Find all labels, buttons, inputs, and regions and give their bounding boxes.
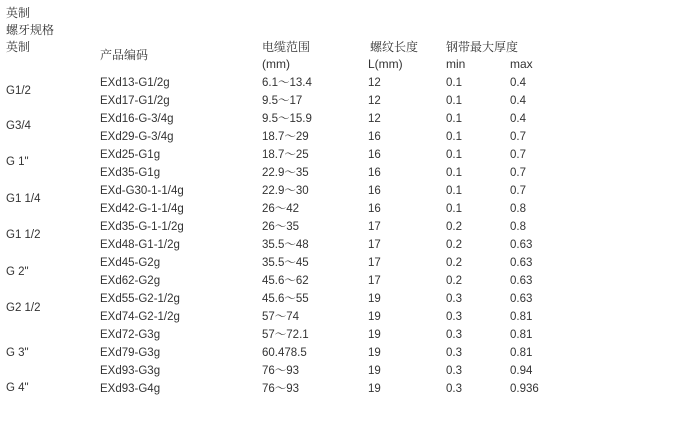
cable-range-cell: 26～35 <box>262 221 300 233</box>
header-max: max <box>510 57 533 71</box>
cable-range-cell: 6.1～13.4 <box>262 77 312 89</box>
product-code-cell: EXd55-G2-1/2g <box>100 293 180 305</box>
group-label: G 1" <box>6 156 29 168</box>
header-product-code: 产品编码 <box>100 48 149 62</box>
thread-length-cell: 17 <box>368 257 381 269</box>
max-cell: 0.94 <box>510 365 533 377</box>
cable-range-cell: 76～93 <box>262 365 300 377</box>
min-cell: 0.1 <box>446 185 462 197</box>
group-label: G 4" <box>6 382 29 394</box>
max-cell: 0.4 <box>510 77 526 89</box>
min-cell: 0.1 <box>446 149 462 161</box>
table-row <box>0 74 682 92</box>
thread-length-cell: 19 <box>368 383 381 395</box>
max-cell: 0.7 <box>510 131 526 143</box>
product-code-cell: EXd45-G2g <box>100 257 161 269</box>
table-row <box>0 128 682 146</box>
max-cell: 0.81 <box>510 329 533 341</box>
max-cell: 0.4 <box>510 113 526 125</box>
thread-length-cell: 19 <box>368 365 381 377</box>
max-cell: 0.4 <box>510 95 526 107</box>
max-cell: 0.63 <box>510 239 533 251</box>
group-label: G1 1/4 <box>6 193 41 205</box>
group-label: G2 1/2 <box>6 302 41 314</box>
thread-length-cell: 16 <box>368 149 381 161</box>
min-cell: 0.3 <box>446 383 462 395</box>
group-label: G 2" <box>6 266 29 278</box>
product-code-cell: EXd62-G2g <box>100 275 161 287</box>
header-min: min <box>446 57 466 71</box>
table-row <box>0 272 682 290</box>
min-cell: 0.3 <box>446 365 462 377</box>
header-thread-length-unit: L(mm) <box>368 57 403 71</box>
table-row <box>0 362 682 380</box>
table-row <box>0 218 682 236</box>
product-code-cell: EXd42-G-1-1/4g <box>100 203 184 215</box>
header-cable-range-unit: (mm) <box>262 57 290 71</box>
thread-length-cell: 16 <box>368 167 381 179</box>
product-code-cell: EXd-G30-1-1/4g <box>100 185 184 197</box>
product-code-cell: EXd25-G1g <box>100 149 161 161</box>
min-cell: 0.3 <box>446 329 462 341</box>
header-thread-length: 螺纹长度 <box>370 40 419 54</box>
product-code-cell: EXd48-G1-1/2g <box>100 239 180 251</box>
thread-length-cell: 12 <box>368 77 381 89</box>
product-code-cell: EXd93-G3g <box>100 365 161 377</box>
thread-length-cell: 16 <box>368 203 381 215</box>
cable-range-cell: 35.5～45 <box>262 257 309 269</box>
cable-range-cell: 9.5～15.9 <box>262 113 312 125</box>
thread-length-cell: 19 <box>368 329 381 341</box>
min-cell: 0.2 <box>446 257 462 269</box>
product-code-cell: EXd72-G3g <box>100 329 161 341</box>
table-row <box>0 182 682 200</box>
min-cell: 0.2 <box>446 275 462 287</box>
table-row <box>0 92 682 110</box>
table-row <box>0 146 682 164</box>
table-row <box>0 308 682 326</box>
table-row <box>0 254 682 272</box>
max-cell: 0.8 <box>510 221 526 233</box>
product-code-cell: EXd93-G4g <box>100 383 161 395</box>
product-code-cell: EXd13-G1/2g <box>100 77 170 89</box>
min-cell: 0.1 <box>446 77 462 89</box>
table-row <box>0 164 682 182</box>
cable-range-cell: 18.7～29 <box>262 131 309 143</box>
header-steel-tape: 钢带最大厚度 <box>446 40 519 54</box>
cable-range-cell: 60.478.5 <box>262 347 307 359</box>
max-cell: 0.63 <box>510 257 533 269</box>
table-row <box>0 380 682 398</box>
max-cell: 0.7 <box>510 167 526 179</box>
product-code-cell: EXd29-G-3/4g <box>100 131 174 143</box>
max-cell: 0.63 <box>510 293 533 305</box>
max-cell: 0.81 <box>510 347 533 359</box>
group-label: G1 1/2 <box>6 229 41 241</box>
table-row <box>0 110 682 128</box>
min-cell: 0.1 <box>446 131 462 143</box>
cable-range-cell: 22.9～35 <box>262 167 309 179</box>
table-row <box>0 326 682 344</box>
group-label: G1/2 <box>6 85 31 97</box>
min-cell: 0.1 <box>446 95 462 107</box>
max-cell: 0.7 <box>510 185 526 197</box>
min-cell: 0.1 <box>446 167 462 179</box>
min-cell: 0.1 <box>446 203 462 215</box>
thread-length-cell: 16 <box>368 185 381 197</box>
group-label: G3/4 <box>6 120 31 132</box>
cable-range-cell: 57～74 <box>262 311 300 323</box>
thread-length-cell: 17 <box>368 221 381 233</box>
min-cell: 0.3 <box>446 293 462 305</box>
max-cell: 0.7 <box>510 149 526 161</box>
header-imperial-bottom: 英制 <box>6 40 31 54</box>
min-cell: 0.1 <box>446 113 462 125</box>
product-code-cell: EXd17-G1/2g <box>100 95 170 107</box>
thread-length-cell: 19 <box>368 293 381 305</box>
table-row <box>0 200 682 218</box>
table-row <box>0 344 682 362</box>
min-cell: 0.2 <box>446 221 462 233</box>
cable-range-cell: 22.9～30 <box>262 185 309 197</box>
max-cell: 0.63 <box>510 275 533 287</box>
table-row <box>0 290 682 308</box>
cable-range-cell: 57～72.1 <box>262 329 309 341</box>
thread-length-cell: 17 <box>368 239 381 251</box>
cable-range-cell: 18.7～25 <box>262 149 309 161</box>
thread-length-cell: 19 <box>368 311 381 323</box>
thread-length-cell: 12 <box>368 95 381 107</box>
thread-length-cell: 12 <box>368 113 381 125</box>
thread-length-cell: 19 <box>368 347 381 359</box>
cable-range-cell: 35.5～48 <box>262 239 309 251</box>
min-cell: 0.3 <box>446 347 462 359</box>
cable-range-cell: 9.5～17 <box>262 95 303 107</box>
min-cell: 0.3 <box>446 311 462 323</box>
cable-range-cell: 76～93 <box>262 383 300 395</box>
header-imperial-top: 英制 <box>6 6 31 20</box>
thread-length-cell: 16 <box>368 131 381 143</box>
max-cell: 0.81 <box>510 311 533 323</box>
product-code-cell: EXd16-G-3/4g <box>100 113 174 125</box>
product-code-cell: EXd74-G2-1/2g <box>100 311 180 323</box>
max-cell: 0.936 <box>510 383 539 395</box>
cable-range-cell: 45.6～55 <box>262 293 309 305</box>
max-cell: 0.8 <box>510 203 526 215</box>
min-cell: 0.2 <box>446 239 462 251</box>
header-cable-range: 电缆范围 <box>262 40 311 54</box>
header-thread-spec: 螺牙规格 <box>6 23 55 37</box>
cable-range-cell: 26～42 <box>262 203 300 215</box>
table-row <box>0 236 682 254</box>
cable-range-cell: 45.6～62 <box>262 275 309 287</box>
product-code-cell: EXd35-G-1-1/2g <box>100 221 184 233</box>
thread-length-cell: 17 <box>368 275 381 287</box>
group-label: G 3" <box>6 347 29 359</box>
product-code-cell: EXd79-G3g <box>100 347 161 359</box>
product-code-cell: EXd35-G1g <box>100 167 161 179</box>
